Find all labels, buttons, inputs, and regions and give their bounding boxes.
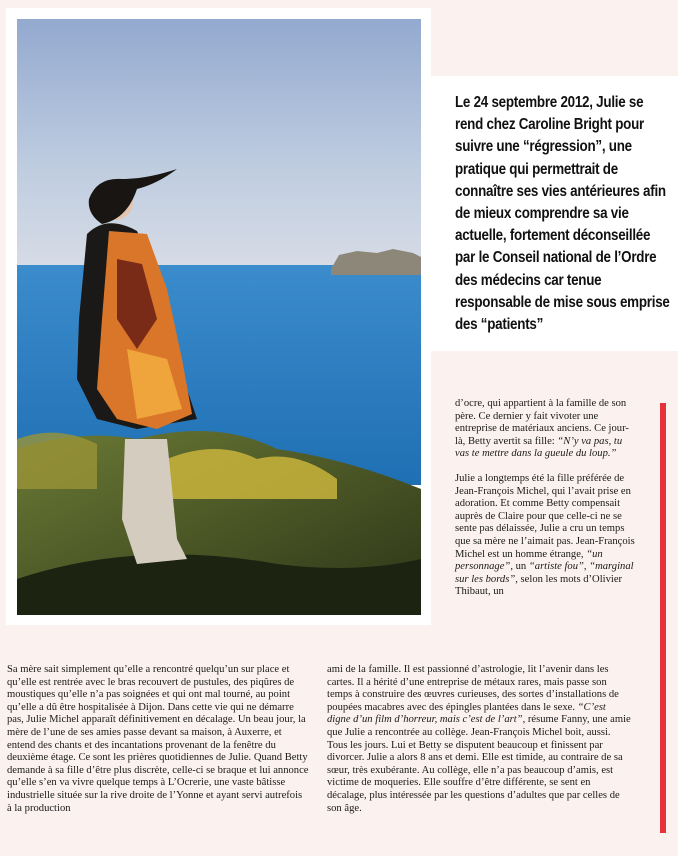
- paragraph: [455, 473, 635, 599]
- text-span: , un: [510, 561, 529, 573]
- middle-text-column: [327, 664, 632, 815]
- text-span: , selon les mots d’Olivier Thibaut, un: [455, 573, 623, 598]
- text-span: d’ocre, qui appartient à la famille de son père. Ce dernier y fait vivoter une entreprise de matériaux anciens. Ce jour-là, Betty avertit sa fille:: [455, 398, 629, 447]
- paragraph: [327, 664, 632, 815]
- quote-span: “marginal sur les bords”: [455, 561, 634, 585]
- text-span: Julie a longtemps été la fille préférée de Jean-François Michel, qui l’avait prise en adoration. Et comme Betty compensait auprès de Claire pour que celle-ci ne se sente pas délaissée, Julie a cru un temps que sa mère ne l’aimait pas. Jean-François Michel est un homme étrange,: [455, 472, 635, 560]
- text-span: ami de la famille. Il est passionné d’astrologie, lit l’avenir dans les cartes. Il a hérité d’une entreprise de métaux rares, mais passe son temps à construire des œuvres curieuses, des sortes d’installations de poupées macabres avec des épingles plantées dans le sexe.: [327, 664, 619, 713]
- quote-span: “un personnage”: [455, 548, 603, 573]
- paragraph: [455, 398, 635, 461]
- quote-span: “artiste fou”: [528, 561, 584, 573]
- paragraph: Sa mère sait simplement qu’elle a rencontré quelqu’un sur place et qu’elle est rentrée avec le bras recouvert de pustules, des piqûres de moustiques qu’elle n’a pas soignées et qui ont mal tourné, au point qu’elle a dû être hospitalisée à Dijon. Dans cette vie qui ne démarre pas, Julie Michel apparaît définitivement en décalage. Un beau jour, la mère de l’une de ses amies passe devant sa maison, à Auxerre, et entend des chants et des incantations provenant de la fenêtre du deuxième étage. Ce sont les prières quotidiennes de Julie. Quand Betty demande à sa fille d’être plus discrète, celle-ci se braque et lui annonce qu’elle s’en va vivre quelque temps à L’Ocrerie, une vaste bâtisse industrielle située sur la rive droite de l’Yonne et ayant servi autrefois à la production: [7, 664, 309, 814]
- text-span: ,: [583, 561, 590, 573]
- portrait-photo: [17, 19, 421, 615]
- quote-span: “N’y va pas, tu vas te mettre dans la gueule du loup.”: [455, 435, 623, 460]
- accent-bar: [660, 403, 666, 833]
- right-text-column: [455, 398, 635, 611]
- pull-quote: Le 24 septembre 2012, Julie se rend chez Caroline Bright pour suivre une “régression”, une pratique qui permettrait de connaître ses vies antérieures afin de mieux comprendre sa vie actuelle, fortement déconseillée par le Conseil national de l’Ordre des médecins car tenue responsable de mise sous emprise des “patients”: [455, 94, 670, 334]
- left-text-column: [7, 664, 309, 815]
- text-span: , résume Fanny, une amie que Julie a rencontrée au collège. Jean-François Michel boit, aussi. Tous les jours. Lui et Betty se disputent beaucoup et finissent par divorcer. Julie a alors 8 ans et demi. Elle est timide, au contraire de sa sœur, très exubérante. Au collège, elle n’a pas beaucoup d’amis, est victime de moqueries. Elle souffre d’être différente, se sent en décalage, plus intéressée par les questions d’adultes que par celles de son âge.: [327, 714, 631, 814]
- quote-span: “C’est digne d’un film d’horreur, mais c’est de l’art”: [327, 701, 606, 726]
